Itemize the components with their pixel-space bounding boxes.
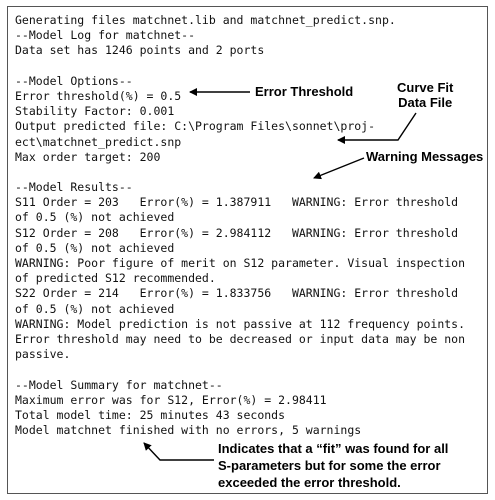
log-line: --Model Options-- <box>15 73 133 88</box>
log-line: ect\matchnet_predict.snp <box>15 134 182 149</box>
log-line: Output predicted file: C:\Program Files\sonnet\proj- <box>15 119 376 134</box>
callout-fit-line1: Indicates that a “fit” was found for all <box>218 441 449 456</box>
callout-fit-line3: exceeded the error threshold. <box>218 475 401 490</box>
log-line: --Model Results-- <box>15 180 133 195</box>
callout-warning-messages-text: Warning Messages <box>366 149 484 164</box>
log-line: WARNING: Model prediction is not passive at 112 frequency points. <box>15 316 466 331</box>
callout-fit-note <box>218 440 448 491</box>
log-line: of 0.5 (%) not achieved <box>15 301 175 316</box>
log-line: WARNING: Poor figure of merit on S12 parameter. Visual inspection <box>15 256 466 270</box>
log-line: of predicted S12 recommended. <box>15 271 216 286</box>
model-log-text <box>15 13 465 438</box>
log-line: Max order target: 200 <box>15 149 161 164</box>
log-line: S12 Order = 208 Error(%) = 2.984112 WARNING: Error threshold <box>15 225 459 240</box>
log-line: S11 Order = 203 Error(%) = 1.387911 WARNING: Error threshold <box>15 195 459 210</box>
callout-curve-fit-data-file <box>397 80 453 110</box>
callout-warning-messages <box>366 149 483 164</box>
log-line: passive. <box>15 347 71 362</box>
callout-error-threshold <box>255 84 353 99</box>
log-line: Generating files matchnet.lib and matchnet_predict.snp. <box>15 13 396 27</box>
log-line: of 0.5 (%) not achieved <box>15 210 175 225</box>
callout-curve-fit-line2: Data File <box>398 95 453 110</box>
log-line: Model matchnet finished with no errors, 5 warnings <box>15 423 362 438</box>
log-line <box>15 59 465 74</box>
log-line: Data set has 1246 points and 2 ports <box>15 43 265 58</box>
log-line: Error threshold(%) = 0.5 <box>15 88 182 103</box>
log-line: Error threshold may need to be decreased or input data may be non <box>15 331 466 346</box>
log-line: --Model Summary for matchnet-- <box>15 377 223 392</box>
log-line: Stability Factor: 0.001 <box>15 104 175 119</box>
log-line: S22 Order = 214 Error(%) = 1.833756 WARNING: Error threshold <box>15 286 459 301</box>
log-line <box>15 165 465 180</box>
log-line <box>15 362 465 377</box>
callout-error-threshold-text: Error Threshold <box>255 84 354 99</box>
callout-curve-fit-line1: Curve Fit <box>397 80 454 95</box>
log-line: of 0.5 (%) not achieved <box>15 240 175 255</box>
log-line: Total model time: 25 minutes 43 seconds <box>15 407 286 422</box>
callout-fit-line2: S-parameters but for some the error <box>218 458 441 473</box>
log-line: --Model Log for matchnet-- <box>15 28 196 43</box>
log-line: Maximum error was for S12, Error(%) = 2.98411 <box>15 392 327 407</box>
